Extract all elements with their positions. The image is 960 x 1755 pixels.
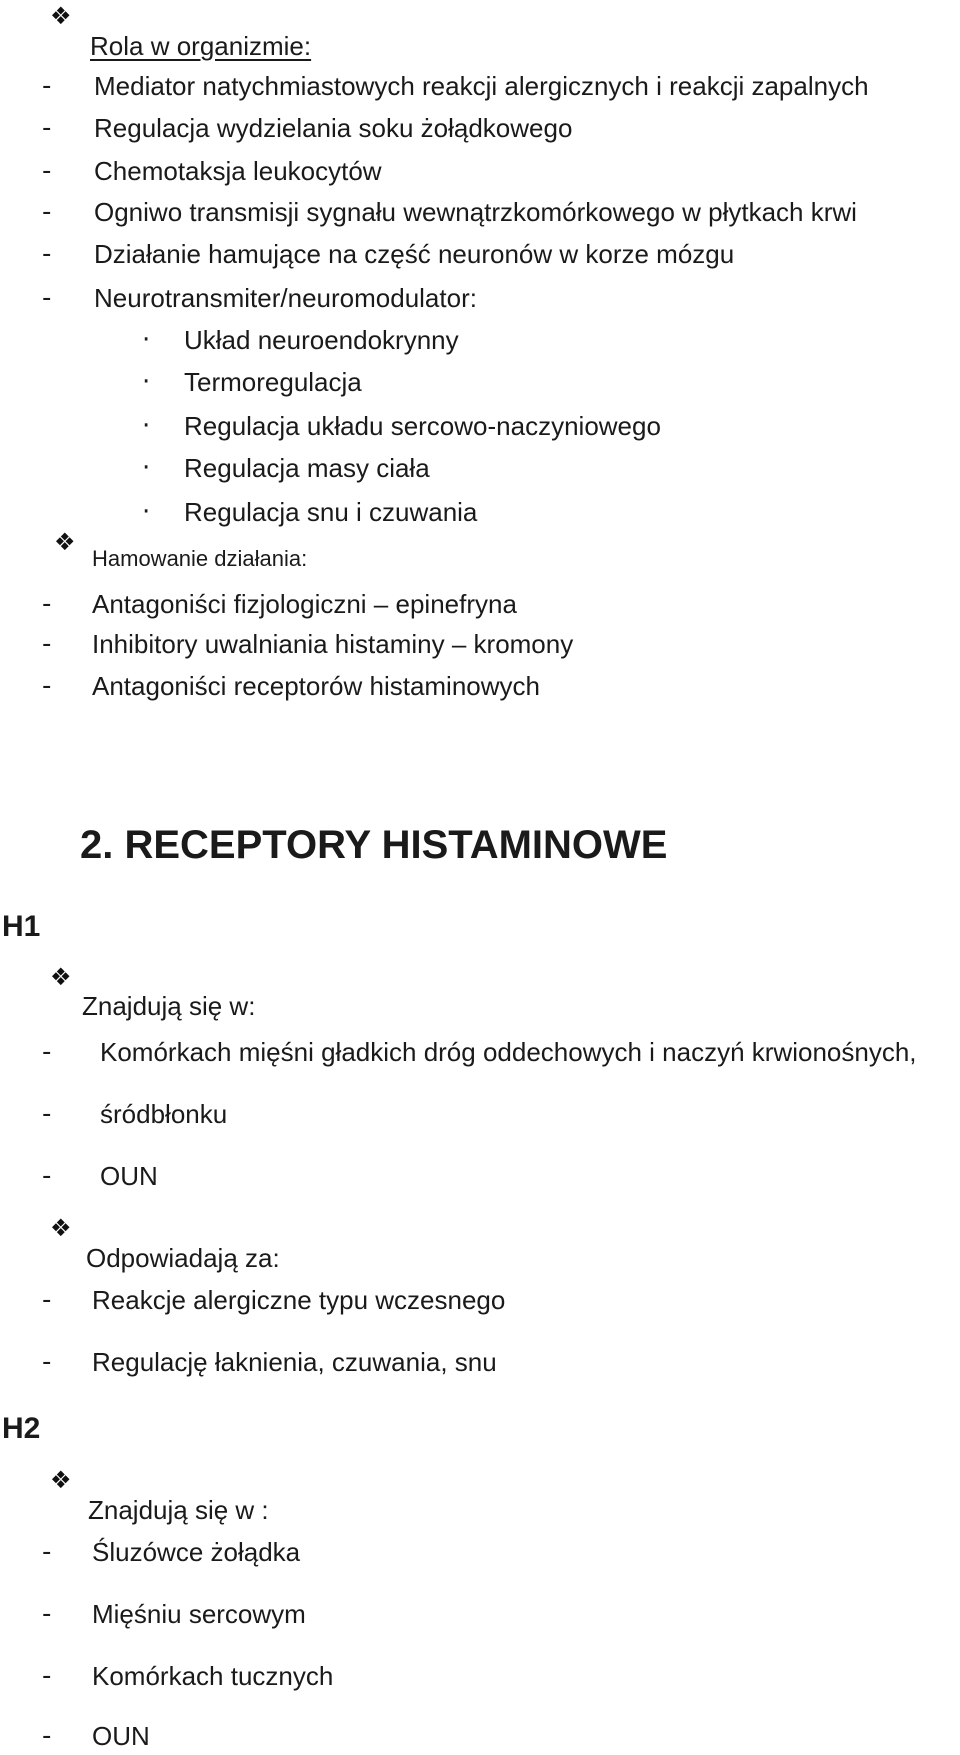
dash-icon: - (42, 1661, 52, 1691)
dash-icon: - (42, 1037, 52, 1067)
diamond-bullet-icon: ❖ (50, 2, 72, 30)
sub-list-item: Termoregulacja (184, 367, 362, 397)
list-item: Regulację łaknienia, czuwania, snu (92, 1347, 497, 1377)
list-item: Mięśniu sercowym (92, 1599, 306, 1629)
list-item: śródbłonku (100, 1099, 228, 1129)
diamond-bullet-icon: ❖ (50, 1466, 72, 1494)
diamond-bullet-icon: ❖ (50, 1214, 72, 1242)
list-item: Działanie hamujące na część neuronów w korze mózgu (94, 239, 735, 269)
diamond-bullet-icon: ❖ (54, 528, 76, 556)
dot-icon: · (142, 325, 151, 355)
list-item: Śluzówce żołądka (92, 1537, 301, 1567)
sub-list-item: Układ neuroendokrynny (184, 325, 459, 355)
list-item: Komórkach mięśni gładkich dróg oddechowych i naczyń krwionośnych, (100, 1037, 917, 1067)
group-heading-location: Znajdują się w : (88, 1495, 269, 1525)
list-item: OUN (92, 1721, 150, 1751)
list-item: Antagoniści receptorów histaminowych (92, 671, 540, 701)
dot-icon: · (142, 453, 151, 483)
sub-list-item: Regulacja snu i czuwania (184, 497, 478, 527)
sub-list-item: Regulacja masy ciała (184, 453, 430, 483)
group-heading-function: Odpowiadają za: (86, 1243, 280, 1273)
dash-icon: - (42, 156, 52, 186)
dot-icon: · (142, 497, 151, 527)
list-item: Regulacja wydzielania soku żołądkowego (94, 113, 573, 143)
group-heading-location: Znajdują się w: (82, 991, 256, 1021)
diamond-bullet-icon: ❖ (50, 963, 72, 991)
dash-icon: - (42, 1721, 52, 1751)
dash-icon: - (42, 589, 52, 619)
dash-icon: - (42, 1161, 52, 1191)
dot-icon: · (142, 367, 151, 397)
section-heading-role: Rola w organizmie: (90, 31, 312, 61)
dash-icon: - (42, 197, 52, 227)
chapter-title: 2. RECEPTORY HISTAMINOWE (80, 823, 668, 867)
dash-icon: - (42, 71, 52, 101)
list-item: Inhibitory uwalniania histaminy – kromony (92, 629, 574, 659)
list-item: Mediator natychmiastowych reakcji alergicznych i reakcji zapalnych (94, 71, 869, 101)
dash-icon: - (42, 283, 52, 313)
list-item: Ogniwo transmisji sygnału wewnątrzkomórkowego w płytkach krwi (94, 197, 857, 227)
dash-icon: - (42, 1099, 52, 1129)
dash-icon: - (42, 1537, 52, 1567)
dash-icon: - (42, 1285, 52, 1315)
dash-icon: - (42, 239, 52, 269)
dash-icon: - (42, 1599, 52, 1629)
receptor-label-h2: H2 (2, 1412, 41, 1445)
dash-icon: - (42, 113, 52, 143)
dash-icon: - (42, 1347, 52, 1377)
sub-list-item: Regulacja układu sercowo-naczyniowego (184, 411, 661, 441)
dash-icon: - (42, 671, 52, 701)
list-item: OUN (100, 1161, 158, 1191)
list-item: Neurotransmiter/neuromodulator: (94, 283, 477, 313)
dot-icon: · (142, 411, 151, 441)
list-item: Reakcje alergiczne typu wczesnego (92, 1285, 506, 1315)
list-item: Komórkach tucznych (92, 1661, 334, 1691)
receptor-label-h1: H1 (2, 910, 41, 943)
list-item: Antagoniści fizjologiczni – epinefryna (92, 589, 517, 619)
section-heading-inhibition: Hamowanie działania: (92, 546, 308, 571)
dash-icon: - (42, 629, 52, 659)
list-item: Chemotaksja leukocytów (94, 156, 382, 186)
